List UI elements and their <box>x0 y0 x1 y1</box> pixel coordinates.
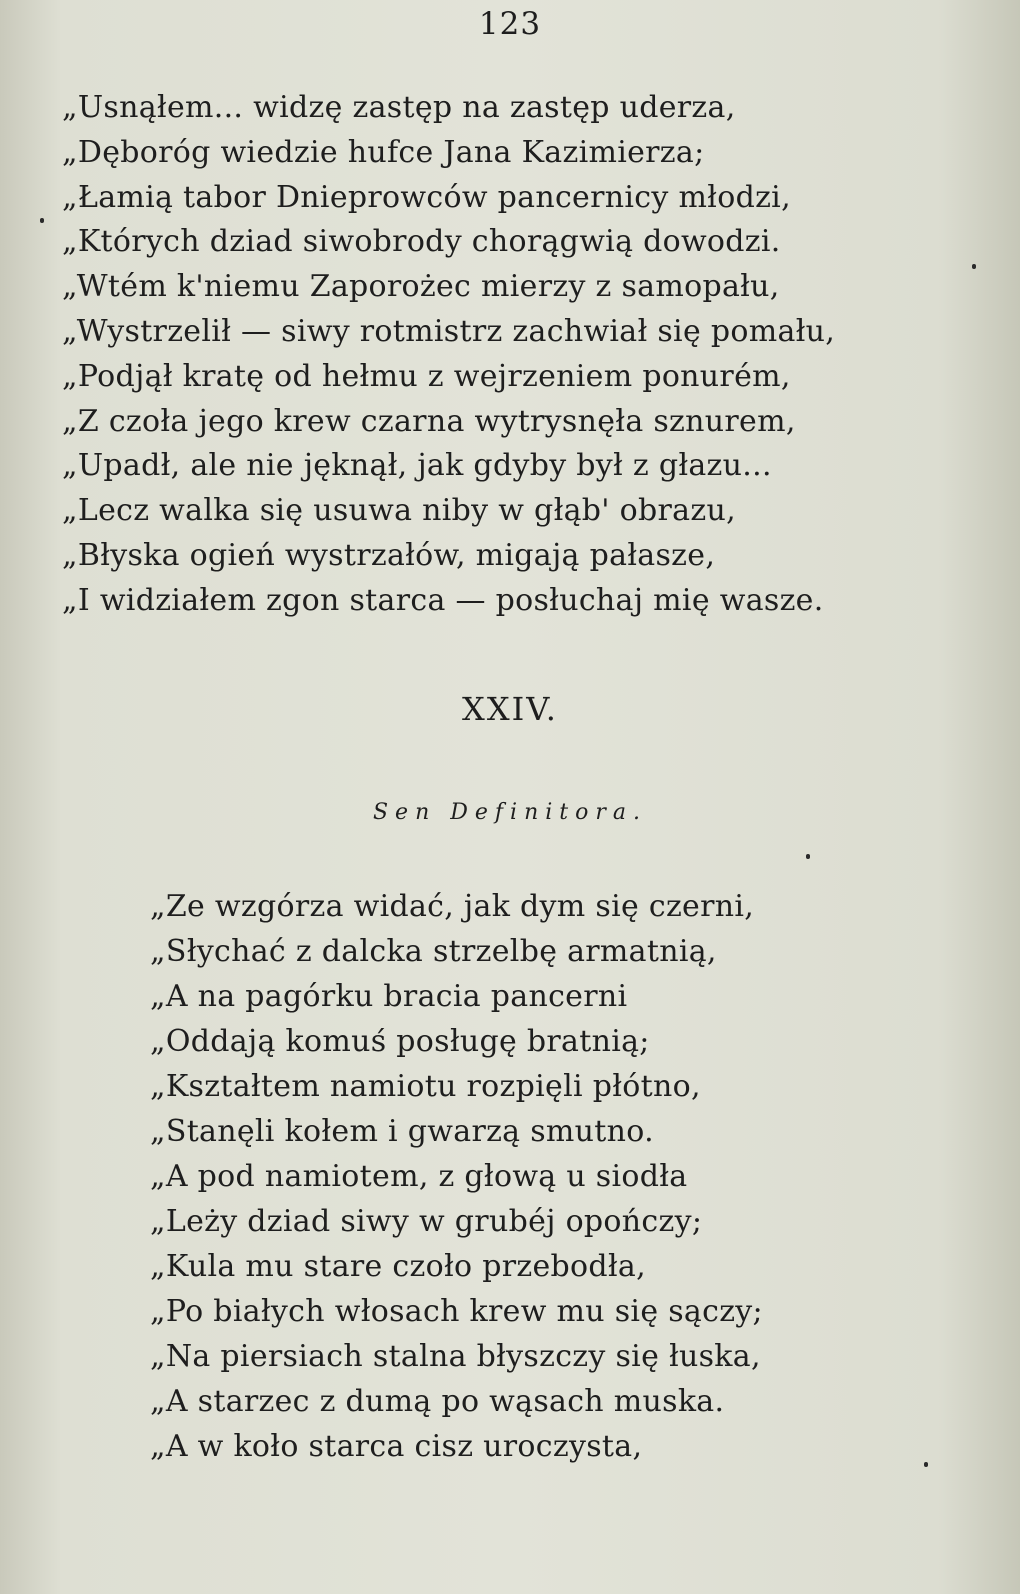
verse-line: „Z czoła jego krew czarna wytrysnęła sznurem, <box>62 403 796 439</box>
verse-line: „Wtém k'niemu Zaporożec mierzy z samopału, <box>62 269 780 305</box>
verse-line: „Stanęli kołem i gwarzą smutno. <box>150 1114 654 1149</box>
verse-line: „A w koło starca cisz uroczysta, <box>150 1429 643 1464</box>
stanza-2 <box>150 884 763 1469</box>
section-numeral: XXIV. <box>462 690 558 728</box>
ink-speck <box>806 854 810 859</box>
ink-speck <box>972 264 976 269</box>
verse-line: „Podjął kratę od hełmu z wejrzeniem ponurém, <box>62 358 791 394</box>
section-title: Sen Definitora. <box>372 800 647 825</box>
verse-line: „Usnąłem... widzę zastęp na zastęp uderza, <box>62 90 736 125</box>
verse-line: „Dęboróg wiedzie hufce Jana Kazimierza; <box>62 134 705 170</box>
stanza-1 <box>62 86 835 624</box>
verse-line: „Których dziad siwobrody chorągwią dowodzi. <box>62 224 781 260</box>
verse-line: „Łamią tabor Dnieprowców pancernicy młodzi, <box>62 179 791 215</box>
page-number: 123 <box>478 6 542 42</box>
verse-line: „Kula mu stare czoło przebodła, <box>150 1249 646 1284</box>
verse-line: „Kształtem namiotu rozpięli płótno, <box>150 1069 701 1104</box>
verse-line: „Lecz walka się usuwa niby w głąb' obrazu, <box>62 493 736 529</box>
verse-line: „Ze wzgórza widać, jak dym się czerni, <box>150 889 755 924</box>
ink-speck <box>924 1462 928 1467</box>
verse-line: „Błyska ogień wystrzałów, migają pałasze, <box>62 537 716 573</box>
verse-line: „Wystrzelił — siwy rotmistrz zachwiał się pomału, <box>62 313 836 349</box>
verse-line: „Na piersiach stalna błyszczy się łuska, <box>150 1339 761 1374</box>
verse-line: „Po białych włosach krew mu się sączy; <box>150 1294 763 1329</box>
verse-line: „I widziałem zgon starca — posłuchaj mię wasze. <box>62 582 824 618</box>
ink-speck <box>40 218 44 223</box>
verse-line: „A starzec z dumą po wąsach muska. <box>150 1384 725 1419</box>
verse-line: „Upadł, ale nie jęknął, jak gdyby był z głazu... <box>62 448 772 484</box>
verse-line: „Oddają komuś posługę bratnią; <box>150 1024 650 1059</box>
verse-line: „A pod namiotem, z głową u siodła <box>150 1159 688 1194</box>
verse-line: „Leży dziad siwy w grubéj opończy; <box>150 1204 703 1239</box>
verse-line: „A na pagórku bracia pancerni <box>150 979 628 1014</box>
verse-line: „Słychać z dalcka strzelbę armatnią, <box>150 934 717 969</box>
